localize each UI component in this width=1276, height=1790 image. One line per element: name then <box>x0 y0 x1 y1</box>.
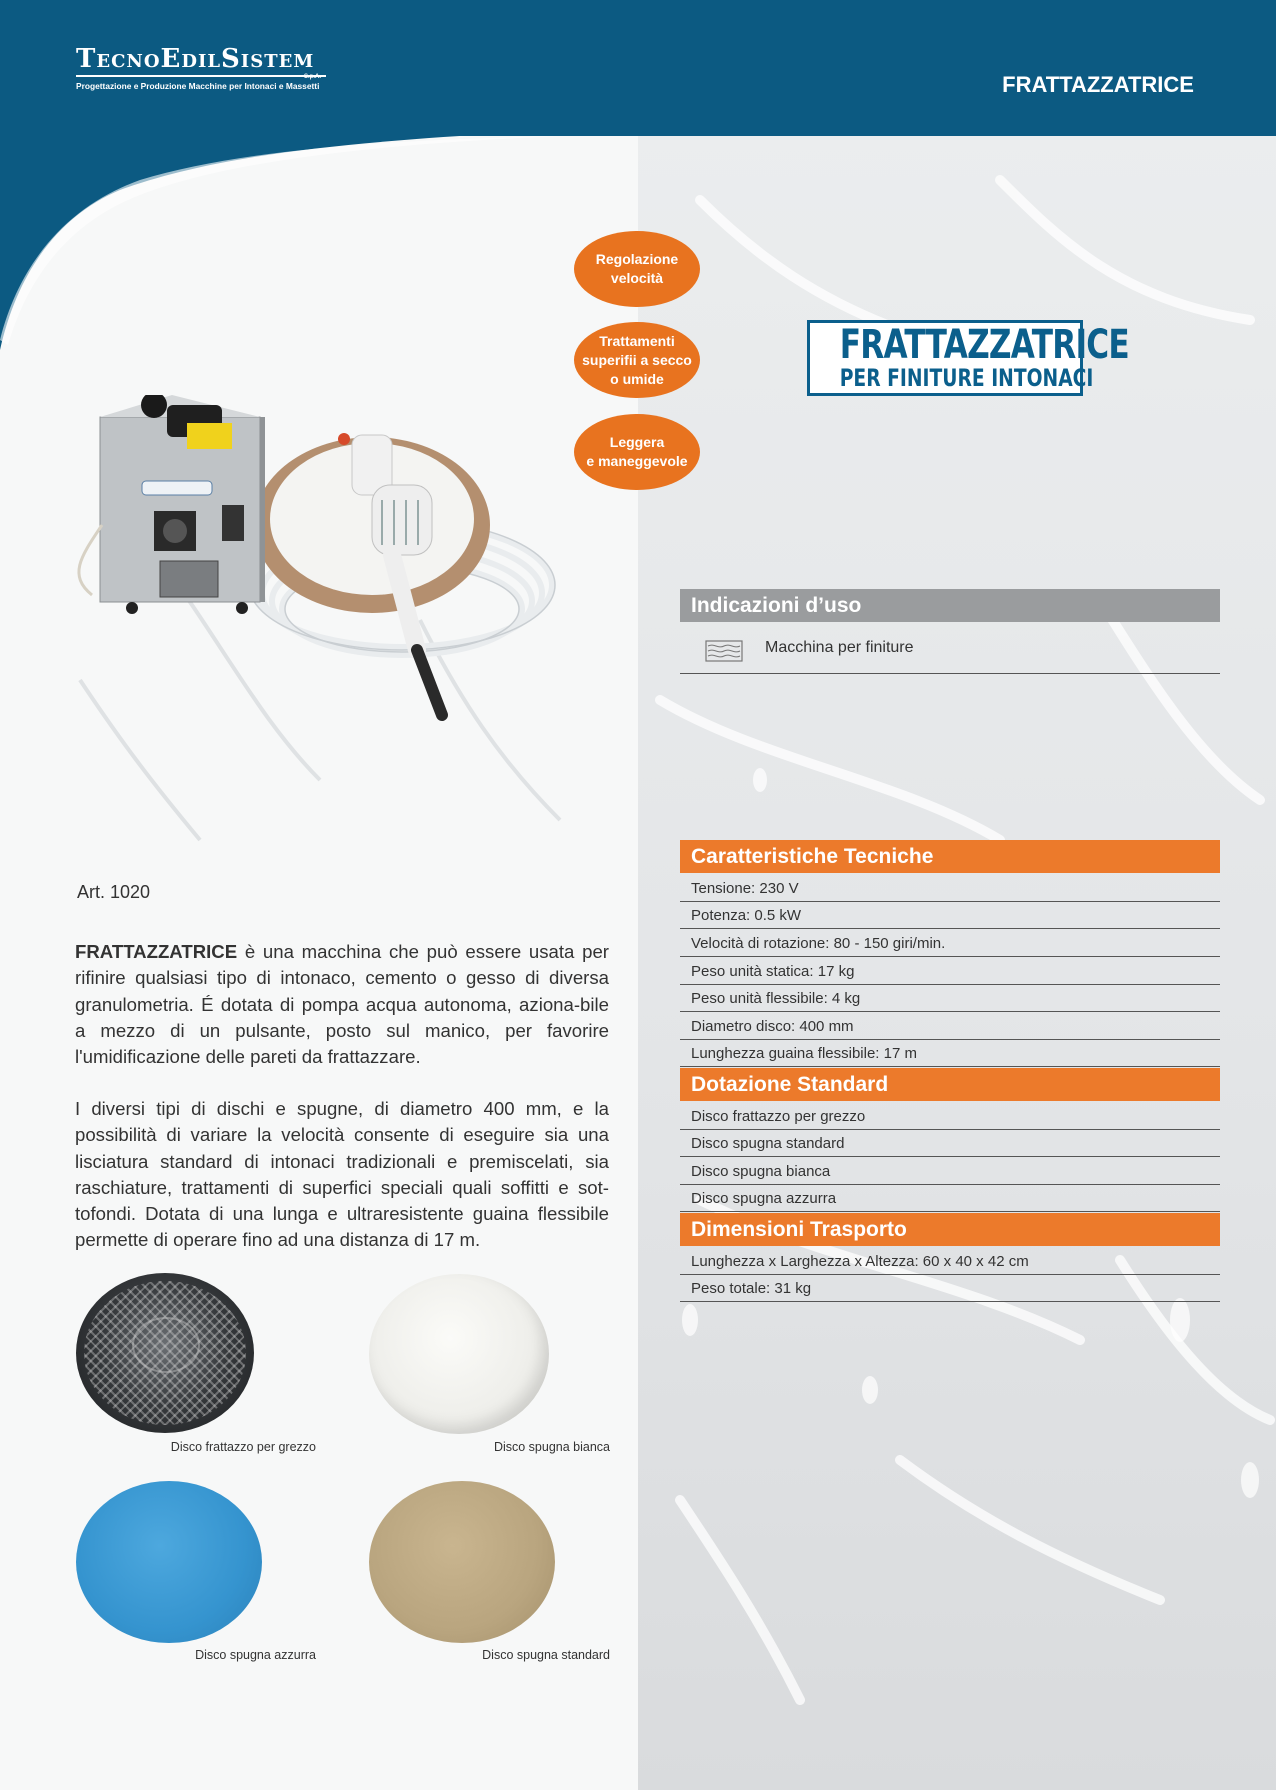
specs-heading: Caratteristiche Tecniche <box>680 840 1220 873</box>
disc-image-azzurra <box>76 1481 262 1643</box>
description-text-1: è una macchina che può essere usata per rifinire qualsiasi tipo di intonaco, cemento o gesso di diversa granulometria. É dotata di pompa acqua autonoma, aziona-bile a mezzo di un pulsante, posto sul manico, per favorire l'umidificazione delle pareti da frattazzare. <box>75 941 609 1068</box>
usage-row <box>680 630 1220 674</box>
spec-row: Peso unità flessibile: 4 kg <box>680 985 1220 1012</box>
spec-row: Peso unità statica: 17 kg <box>680 958 1220 985</box>
badge-surface-treatment: Trattamenti superifii a secco o umide <box>574 322 700 398</box>
spec-row: Diametro disco: 400 mm <box>680 1013 1220 1040</box>
transport-row: Peso totale: 31 kg <box>680 1275 1220 1302</box>
badge-speed-control: Regolazione velocità <box>574 231 700 307</box>
logo-rule <box>76 75 326 77</box>
usage-heading: Indicazioni d’uso <box>680 589 1220 622</box>
spec-row: Tensione: 230 V <box>680 875 1220 902</box>
description-paragraph-2: I diversi tipi di dischi e spugne, di diametro 400 mm, e la possibilità di variare la velocità consente di eseguire sia una lisciatura standard di intonaci tradizionali e premiscelati, sia raschiature, trattamenti di superfici speciali quali soffitti e sot-tofondi. Dotata di una lunga e ultraresistente guaina flessibile permette di operare fino ad una distanza di 17 m. <box>75 1098 609 1251</box>
disc-caption: Disco frattazzo per grezzo <box>170 1440 316 1454</box>
logo-spa: S.p.A. <box>304 74 322 80</box>
spec-row: Potenza: 0.5 kW <box>680 902 1220 929</box>
disc-image-standard <box>369 1481 555 1643</box>
machine-photo <box>72 395 582 735</box>
logo-wordmark: TecnoEdilSistem <box>76 44 315 74</box>
disc-image-bianca <box>369 1274 549 1434</box>
disc-caption: Disco spugna azzurra <box>195 1648 316 1662</box>
standard-row: Disco spugna standard <box>680 1130 1220 1157</box>
standard-row: Disco frattazzo per grezzo <box>680 1103 1220 1130</box>
transport-heading: Dimensioni Trasporto <box>680 1213 1220 1246</box>
product-logo-line1: FRATTAZZATRICE <box>839 322 1129 368</box>
standard-heading: Dotazione Standard <box>680 1068 1220 1101</box>
description-product-name: FRATTAZZATRICE <box>75 941 238 962</box>
article-number: Art. 1020 <box>77 882 151 902</box>
transport-row: Lunghezza x Larghezza x Altezza: 60 x 40 x 42 cm <box>680 1248 1220 1275</box>
badge-lightweight: Leggera e maneggevole <box>574 414 700 490</box>
disc-caption: Disco spugna standard <box>482 1648 610 1662</box>
standard-row: Disco spugna bianca <box>680 1158 1220 1185</box>
usage-item: Macchina per finiture <box>765 639 914 656</box>
wall-finish-icon <box>704 638 744 664</box>
disc-caption: Disco spugna bianca <box>493 1440 610 1454</box>
product-logo-line2: PER FINITURE INTONACI <box>839 364 1094 392</box>
standard-row: Disco spugna azzurra <box>680 1185 1220 1212</box>
company-logo <box>76 44 326 91</box>
logo-tagline: Progettazione e Produzione Macchine per Intonaci e Massetti <box>76 81 320 91</box>
spec-row: Lunghezza guaina flessibile: 17 m <box>680 1040 1220 1067</box>
disc-image-grezzo <box>76 1273 254 1433</box>
header-title: FRATTAZZATRICE <box>1002 72 1194 97</box>
description-paragraph-1 <box>75 939 609 1070</box>
product-logo <box>807 320 1129 396</box>
spec-row: Velocità di rotazione: 80 - 150 giri/min. <box>680 930 1220 957</box>
